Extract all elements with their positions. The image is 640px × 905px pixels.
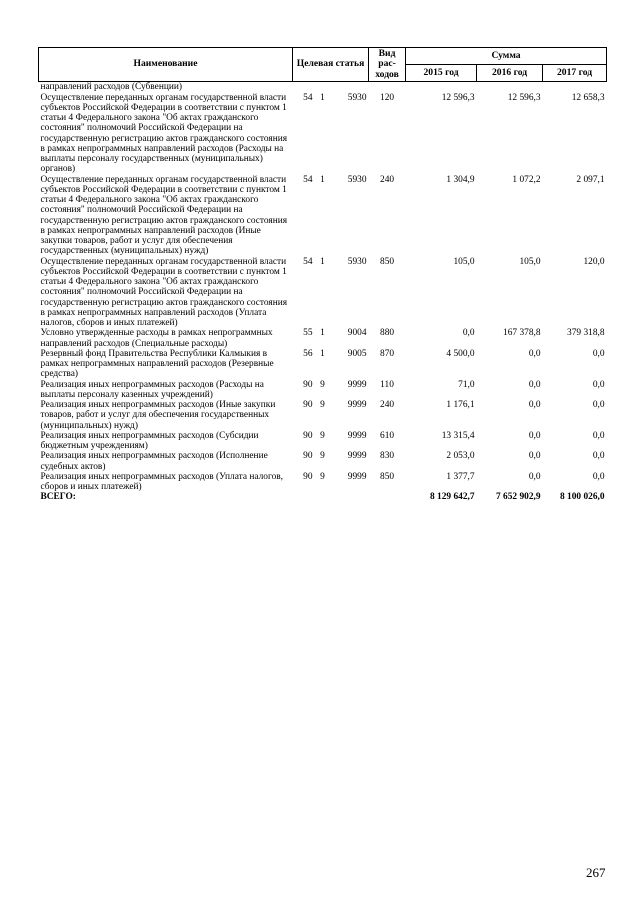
table-row: [39, 472, 607, 493]
expense-kind: 870: [380, 348, 395, 359]
amount-2017: 120,0: [583, 256, 605, 267]
header-row: [39, 48, 607, 65]
amount-2015: 1 304,9: [446, 174, 475, 185]
amount-2015: 4 500,0: [446, 348, 475, 359]
amount-2016: 0,0: [528, 348, 541, 359]
table-row: [39, 380, 607, 401]
table-row: [39, 451, 607, 472]
continuation-row: [39, 82, 607, 93]
column-header-2015: 2015 год: [406, 65, 477, 82]
target-code-3: 9999: [347, 451, 367, 462]
column-header-2016: 2016 год: [477, 65, 543, 82]
amount-2017: 0,0: [592, 471, 605, 482]
table-row: [39, 93, 607, 175]
target-code-3: 9004: [347, 328, 367, 339]
row-name: Резервный фонд Правительства Республики Калмыкия в рамках непрограммных направлений расходов (Резервные средства): [40, 348, 274, 380]
target-code-1: 54: [303, 92, 313, 103]
target-code-2: 9: [320, 471, 325, 482]
target-code-3: 9999: [347, 400, 367, 411]
table-row: [39, 431, 607, 452]
target-code-1: 54: [303, 256, 313, 267]
target-code-1: 90: [303, 379, 313, 390]
column-header-sum: Сумма: [406, 48, 607, 65]
target-code-3: 9999: [347, 430, 367, 441]
target-code-2: 1: [320, 174, 325, 185]
target-code-2: 1: [320, 92, 325, 103]
amount-2015: 13 315,4: [441, 430, 475, 441]
target-code-3: 9005: [347, 348, 367, 359]
target-code-2: 9: [320, 379, 325, 390]
target-code-1: 56: [303, 348, 313, 359]
target-code-2: 1: [320, 348, 325, 359]
expense-kind: 120: [380, 92, 395, 103]
target-code-1: 90: [303, 400, 313, 411]
expense-kind: 240: [380, 400, 395, 411]
total-row: [39, 492, 607, 502]
row-name: Реализация иных непрограммных расходов (Иные закупки товаров, работ и услуг для обеспечения государственных (муниципальных) нужд): [40, 400, 276, 431]
target-code-1: 54: [303, 174, 313, 185]
amount-2016: 0,0: [528, 451, 541, 462]
row-name: Осуществление переданных органам государственной власти субъектов Российской Федерации в соответствии с пунктом 1 статьи 4 Федерального закона "Об актах гражданского состояния" полномочий Российской Федерации на государственную регистрацию актов гражданского состояния в рамках непрограммных направлений расходов (Уплата налогов, сборов и иных платежей): [40, 256, 288, 329]
amount-2017: 2 097,1: [576, 174, 605, 185]
amount-2016: 1 072,2: [512, 174, 541, 185]
amount-2016: 12 596,3: [507, 92, 541, 103]
amount-2015: 0,0: [462, 328, 475, 339]
amount-2017: 12 658,3: [571, 92, 605, 103]
amount-2016: 0,0: [528, 471, 541, 482]
amount-2016: 0,0: [528, 430, 541, 441]
amount-2015: 12 596,3: [441, 92, 475, 103]
row-name: Условно утвержденные расходы в рамках непрограммных направлений расходов (Специальные расходы): [40, 328, 273, 349]
table-row: [39, 349, 607, 380]
target-code-3: 9999: [347, 379, 367, 390]
amount-2017: 0,0: [592, 430, 605, 441]
amount-2017: 0,0: [592, 400, 605, 411]
continuation-text: направлений расходов (Субвенции): [40, 82, 183, 93]
amount-2015: 2 053,0: [446, 451, 475, 462]
expense-kind: 850: [380, 471, 395, 482]
expense-kind: 610: [380, 430, 395, 441]
target-code-1: 90: [303, 451, 313, 462]
page-number: 267: [586, 865, 606, 880]
target-code-2: 9: [320, 451, 325, 462]
expense-kind: 830: [380, 451, 395, 462]
total-amount-2015: 8 129 642,7: [430, 492, 475, 503]
table-row: [39, 400, 607, 431]
amount-2016: 0,0: [528, 379, 541, 390]
column-header-name: Наименование: [39, 48, 293, 82]
amount-2017: 0,0: [592, 379, 605, 390]
table-row: [39, 257, 607, 329]
amount-2017: 0,0: [592, 348, 605, 359]
amount-2015: 105,0: [453, 256, 475, 267]
expense-kind: 110: [380, 379, 394, 390]
expense-kind: 880: [380, 328, 395, 339]
total-amount-2017: 8 100 026,0: [560, 492, 605, 503]
row-name: Реализация иных непрограммных расходов (Исполнение судебных актов): [40, 451, 268, 472]
target-code-1: 90: [303, 471, 313, 482]
column-header-2017: 2017 год: [543, 65, 607, 82]
column-header-target: Целевая статья: [293, 48, 369, 82]
table-row: [39, 328, 607, 349]
amount-2015: 71,0: [458, 379, 475, 390]
target-code-3: 5930: [347, 174, 367, 185]
target-code-1: 55: [303, 328, 313, 339]
target-code-3: 5930: [347, 92, 367, 103]
amount-2016: 167 378,8: [503, 328, 541, 339]
expense-kind: 850: [380, 256, 395, 267]
amount-2015: 1 176,1: [446, 400, 475, 411]
amount-2016: 0,0: [528, 400, 541, 411]
row-name: Реализация иных непрограммных расходов (Уплата налогов, сборов и иных платежей): [40, 471, 284, 493]
row-name: Реализация иных непрограммных расходов (Расходы на выплаты персоналу казенных учреждений): [40, 379, 264, 400]
amount-2017: 379 318,8: [567, 328, 605, 339]
table-row: [39, 175, 607, 257]
target-code-2: 1: [320, 328, 325, 339]
total-amount-2016: 7 652 902,9: [496, 492, 541, 503]
target-code-2: 1: [320, 256, 325, 267]
amount-2016: 105,0: [519, 256, 541, 267]
row-name: Осуществление переданных органам государственной власти субъектов Российской Федерации в соответствии с пунктом 1 статьи 4 Федерального закона "Об актах гражданского состояния" полномочий Российской Федерации на государственную регистрацию актов гражданского состояния в рамках непрограммных направлений расходов (Расходы на выплаты персоналу государственных (муниципальных) органов): [40, 92, 288, 175]
total-label: ВСЕГО:: [40, 492, 76, 503]
row-name: Осуществление переданных органам государственной власти субъектов Российской Федерации в соответствии с пунктом 1 статьи 4 Федерального закона "Об актах гражданского состояния" полномочий Российской Федерации на государственную регистрацию актов гражданского состояния в рамках непрограммных направлений расходов (Иные закупки товаров, работ и услуг для обеспечения государственных (муниципальных) нужд): [40, 174, 288, 257]
budget-table: [38, 47, 607, 503]
row-name: Реализация иных непрограммных расходов (Субсидии бюджетным учреждениям): [40, 430, 259, 452]
column-header-kind: Вид рас-ходов: [369, 48, 406, 82]
target-code-2: 9: [320, 430, 325, 441]
amount-2017: 0,0: [592, 451, 605, 462]
target-code-1: 90: [303, 430, 313, 441]
expense-kind: 240: [380, 174, 395, 185]
target-code-2: 9: [320, 400, 325, 411]
amount-2015: 1 377,7: [446, 471, 475, 482]
target-code-3: 9999: [347, 471, 367, 482]
target-code-3: 5930: [347, 256, 367, 267]
